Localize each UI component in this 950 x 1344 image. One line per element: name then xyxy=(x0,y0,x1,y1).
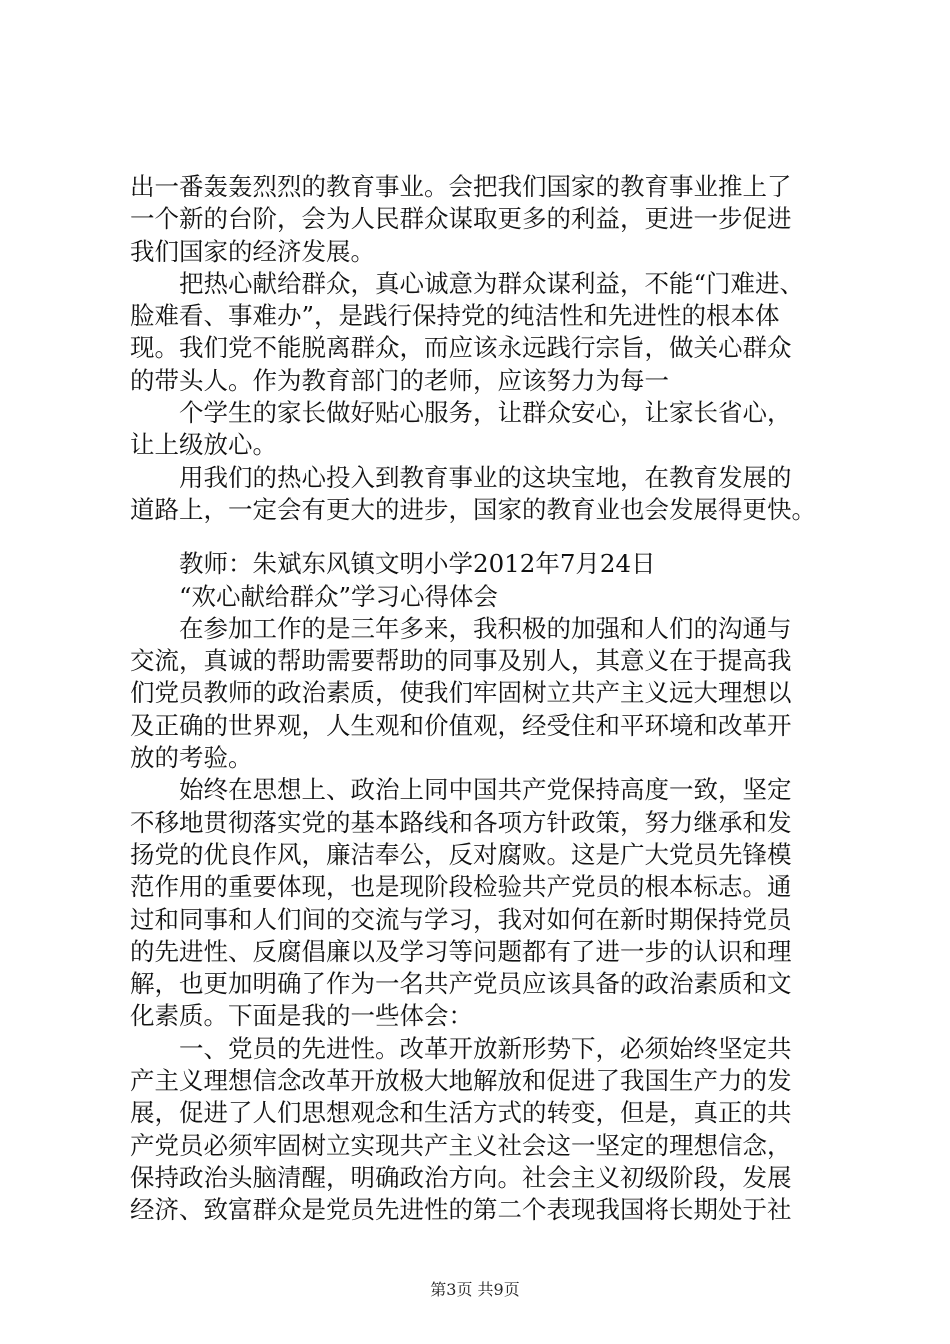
text-line: 经济、致富群众是党员先进性的第二个表现我国将长期处于社 xyxy=(130,1195,792,1225)
text-line: 脸难看、事难办”，是践行保持党的纯洁性和先进性的根本体 xyxy=(130,301,780,331)
text-line: 教师：朱斌东风镇文明小学2012年7月24日 xyxy=(130,549,656,579)
text-line: 化素质。下面是我的一些体会： xyxy=(130,1001,473,1031)
text-line: 产主义理想信念改革开放极大地解放和促进了我国生产力的发 xyxy=(130,1066,792,1096)
text-line: 的先进性、反腐倡廉以及学习等问题都有了进一步的认识和理 xyxy=(130,936,792,966)
text-line: 解，也更加明确了作为一名共产党员应该具备的政治素质和文 xyxy=(130,969,792,999)
text-line: 用我们的热心投入到教育事业的这块宝地，在教育发展的 xyxy=(130,462,792,492)
text-line: 及正确的世界观，人生观和价值观，经受住和平环境和改革开 xyxy=(130,710,792,740)
text-line: 展，促进了人们思想观念和生活方式的转变，但是，真正的共 xyxy=(130,1098,792,1128)
text-line: 一个新的台阶，会为人民群众谋取更多的利益，更进一步促进 xyxy=(130,204,792,234)
text-line: 们党员教师的政治素质，使我们牢固树立共产主义远大理想以 xyxy=(130,678,792,708)
body-section-2 xyxy=(130,548,830,1226)
text-line: 让上级放心。 xyxy=(130,430,277,460)
text-line: 交流，真诚的帮助需要帮助的同事及别人，其意义在于提高我 xyxy=(130,646,792,676)
text-line: “欢心献给群众”学习心得体会 xyxy=(130,581,499,611)
body-section-1 xyxy=(130,171,830,526)
text-line: 过和同事和人们间的交流与学习，我对如何在新时期保持党员 xyxy=(130,904,792,934)
page-footer: 第3页 共9页 xyxy=(430,1280,520,1299)
text-line: 道路上，一定会有更大的进步，国家的教育业也会发展得更快。 xyxy=(130,494,816,524)
text-line: 出一番轰轰烈烈的教育事业。会把我们国家的教育事业推上了 xyxy=(130,172,792,201)
text-line: 现。我们党不能脱离群众，而应该永远践行宗旨，做关心群众 xyxy=(130,333,792,363)
text-line: 扬党的优良作风，廉洁奉公，反对腐败。这是广大党员先锋模 xyxy=(130,839,792,869)
text-line: 产党员必须牢固树立实现共产主义社会这一坚定的理想信念， xyxy=(130,1130,792,1160)
text-line: 保持政治头脑清醒，明确政治方向。社会主义初级阶段，发展 xyxy=(130,1162,792,1192)
text-line: 始终在思想上、政治上同中国共产党保持高度一致，坚定 xyxy=(130,775,792,805)
text-line: 不移地贯彻落实党的基本路线和各项方针政策，努力继承和发 xyxy=(130,807,792,837)
text-line: 把热心献给群众，真心诚意为群众谋利益，不能“门难进、 xyxy=(130,268,805,298)
text-line: 放的考验。 xyxy=(130,743,253,773)
text-line: 的带头人。作为教育部门的老师，应该努力为每一 xyxy=(130,365,669,395)
section-gap xyxy=(130,526,830,548)
text-line: 个学生的家长做好贴心服务，让群众安心，让家长省心， xyxy=(130,398,792,428)
text-line: 一、党员的先进性。改革开放新形势下，必须始终坚定共 xyxy=(130,1033,792,1063)
text-line: 范作用的重要体现，也是现阶段检验共产党员的根本标志。通 xyxy=(130,872,792,902)
text-line: 在参加工作的是三年多来，我积极的加强和人们的沟通与 xyxy=(130,613,792,643)
text-line: 我们国家的经济发展。 xyxy=(130,236,375,266)
document-body xyxy=(130,171,830,1227)
